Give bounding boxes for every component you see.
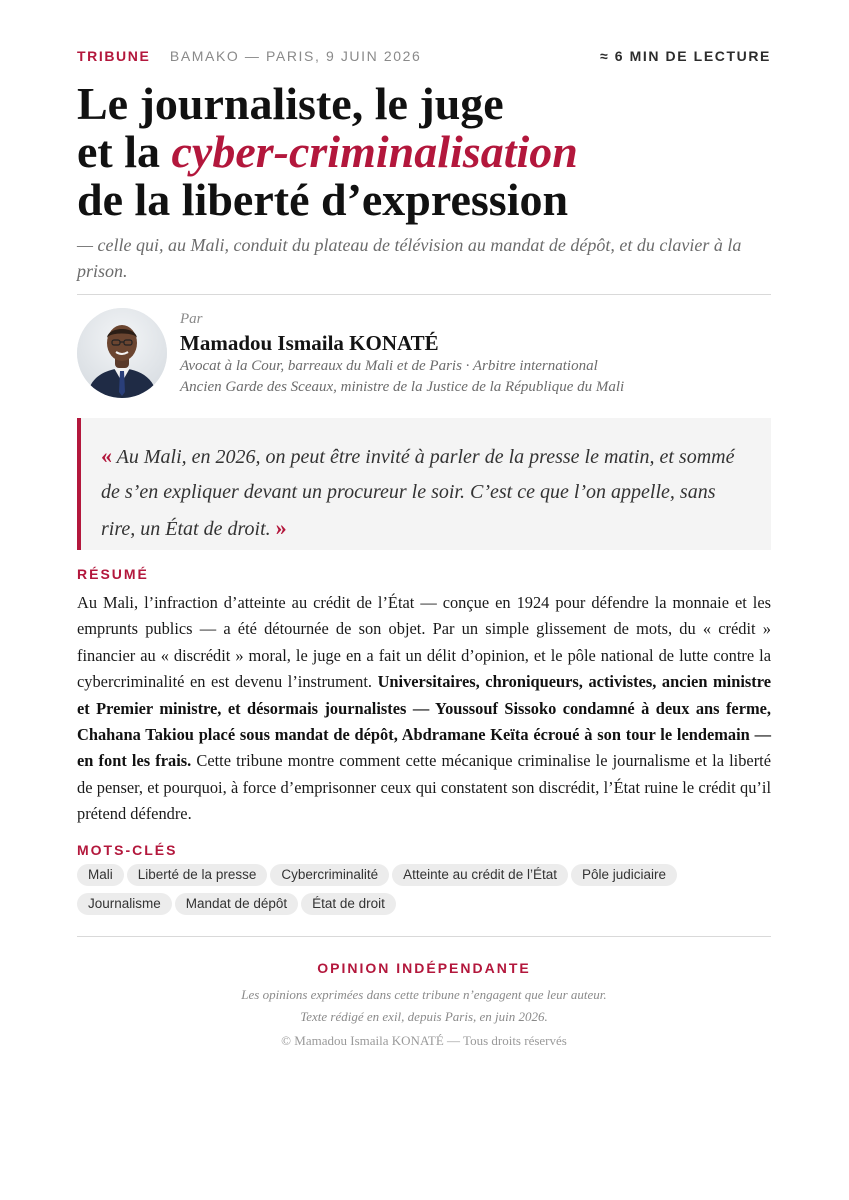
keyword-tag[interactable]: Liberté de la presse [127, 864, 268, 886]
footer-disclaimer: Les opinions exprimées dans cette tribune n’engagent que leur auteur. [241, 987, 607, 1002]
quote-close-mark: » [275, 515, 287, 540]
keywords-label: MOTS-CLÉS [77, 842, 178, 858]
headline [77, 80, 789, 224]
keyword-tag[interactable]: État de droit [301, 893, 396, 915]
summary-text [77, 590, 771, 828]
section-kicker: TRIBUNE [77, 48, 151, 64]
footer [77, 960, 771, 1052]
keyword-tag[interactable]: Atteinte au crédit de l’État [392, 864, 568, 886]
article-meta [77, 48, 771, 68]
author-info [180, 310, 624, 398]
author-role-1: Avocat à la Cour, barreaux du Mali et de Paris · Arbitre international [180, 358, 598, 374]
keyword-tag[interactable]: Mali [77, 864, 124, 886]
footer-title: OPINION INDÉPENDANTE [317, 960, 531, 976]
footer-divider [77, 936, 771, 937]
reading-time: ≈ 6 MIN DE LECTURE [599, 48, 771, 64]
footer-exile-note: Texte rédigé en exil, depuis Paris, en juin 2026. [300, 1009, 548, 1024]
headline-line-1: Le journaliste, le juge [77, 78, 504, 129]
pull-quote [77, 418, 771, 550]
avatar [77, 308, 167, 398]
quote-open-mark: « [101, 443, 112, 468]
author-portrait-icon [77, 308, 167, 398]
author-block [77, 308, 771, 400]
summary-label: RÉSUMÉ [77, 566, 149, 582]
keyword-tags [77, 864, 771, 922]
headline-line-2-prefix: et la [77, 126, 172, 177]
byline-prefix: Par [180, 311, 203, 327]
headline-accent: cyber-criminalisation [171, 126, 578, 177]
author-name: Mamadou Ismaila KONATÉ [180, 331, 439, 355]
divider [77, 294, 771, 295]
keyword-tag[interactable]: Mandat de dépôt [175, 893, 298, 915]
summary-part-1: Au Mali, l’infraction d’atteinte au crédit de l’État — conçue en 1924 pour défendre la monnaie et les emprunts publics — a été détournée de son objet. Par un simple glissement de mots, du « crédit » financier au « discrédit » moral, le juge en a fait un délit d’opinion, et le pôle national de lutte contre la cybercriminalité en est devenu l’instrument. [77, 593, 771, 692]
author-role-2: Ancien Garde des Sceaux, ministre de la Justice de la République du Mali [180, 379, 625, 395]
headline-line-3: de la liberté d’expression [77, 174, 569, 225]
keyword-tag[interactable]: Journalisme [77, 893, 172, 915]
footer-copyright: © Mamadou Ismaila KONATÉ — Tous droits réservés [281, 1033, 567, 1048]
summary-part-2: Cette tribune montre comment cette mécanique criminalise le journalisme et la liberté de penser, et pourquoi, à force d’emprisonner ceux qui constatent son discrédit, l’État ruine le crédit qu’il prétend défendre. [77, 751, 771, 824]
keyword-tag[interactable]: Cybercriminalité [270, 864, 389, 886]
dateline: BAMAKO — PARIS, 9 JUIN 2026 [169, 48, 422, 64]
summary-bold: Universitaires, chroniqueurs, activistes, ancien ministre et Premier ministre, et désormais journalistes — Youssouf Sissoko condamné à deux ans ferme, Chahana Takiou placé sous mandat de dépôt, Abdramane Keïta écroué à son tour le lendemain — en font les frais. [77, 672, 771, 771]
subtitle: — celle qui, au Mali, conduit du plateau de télévision au mandat de dépôt, et du clavier à la prison. [77, 235, 742, 281]
keyword-tag[interactable]: Pôle judiciaire [571, 864, 677, 886]
quote-text: Au Mali, en 2026, on peut être invité à parler de la presse le matin, et sommé de s’en expliquer devant un procureur le soir. C’est ce que l’on appelle, sans rire, un État de droit. [101, 446, 735, 540]
